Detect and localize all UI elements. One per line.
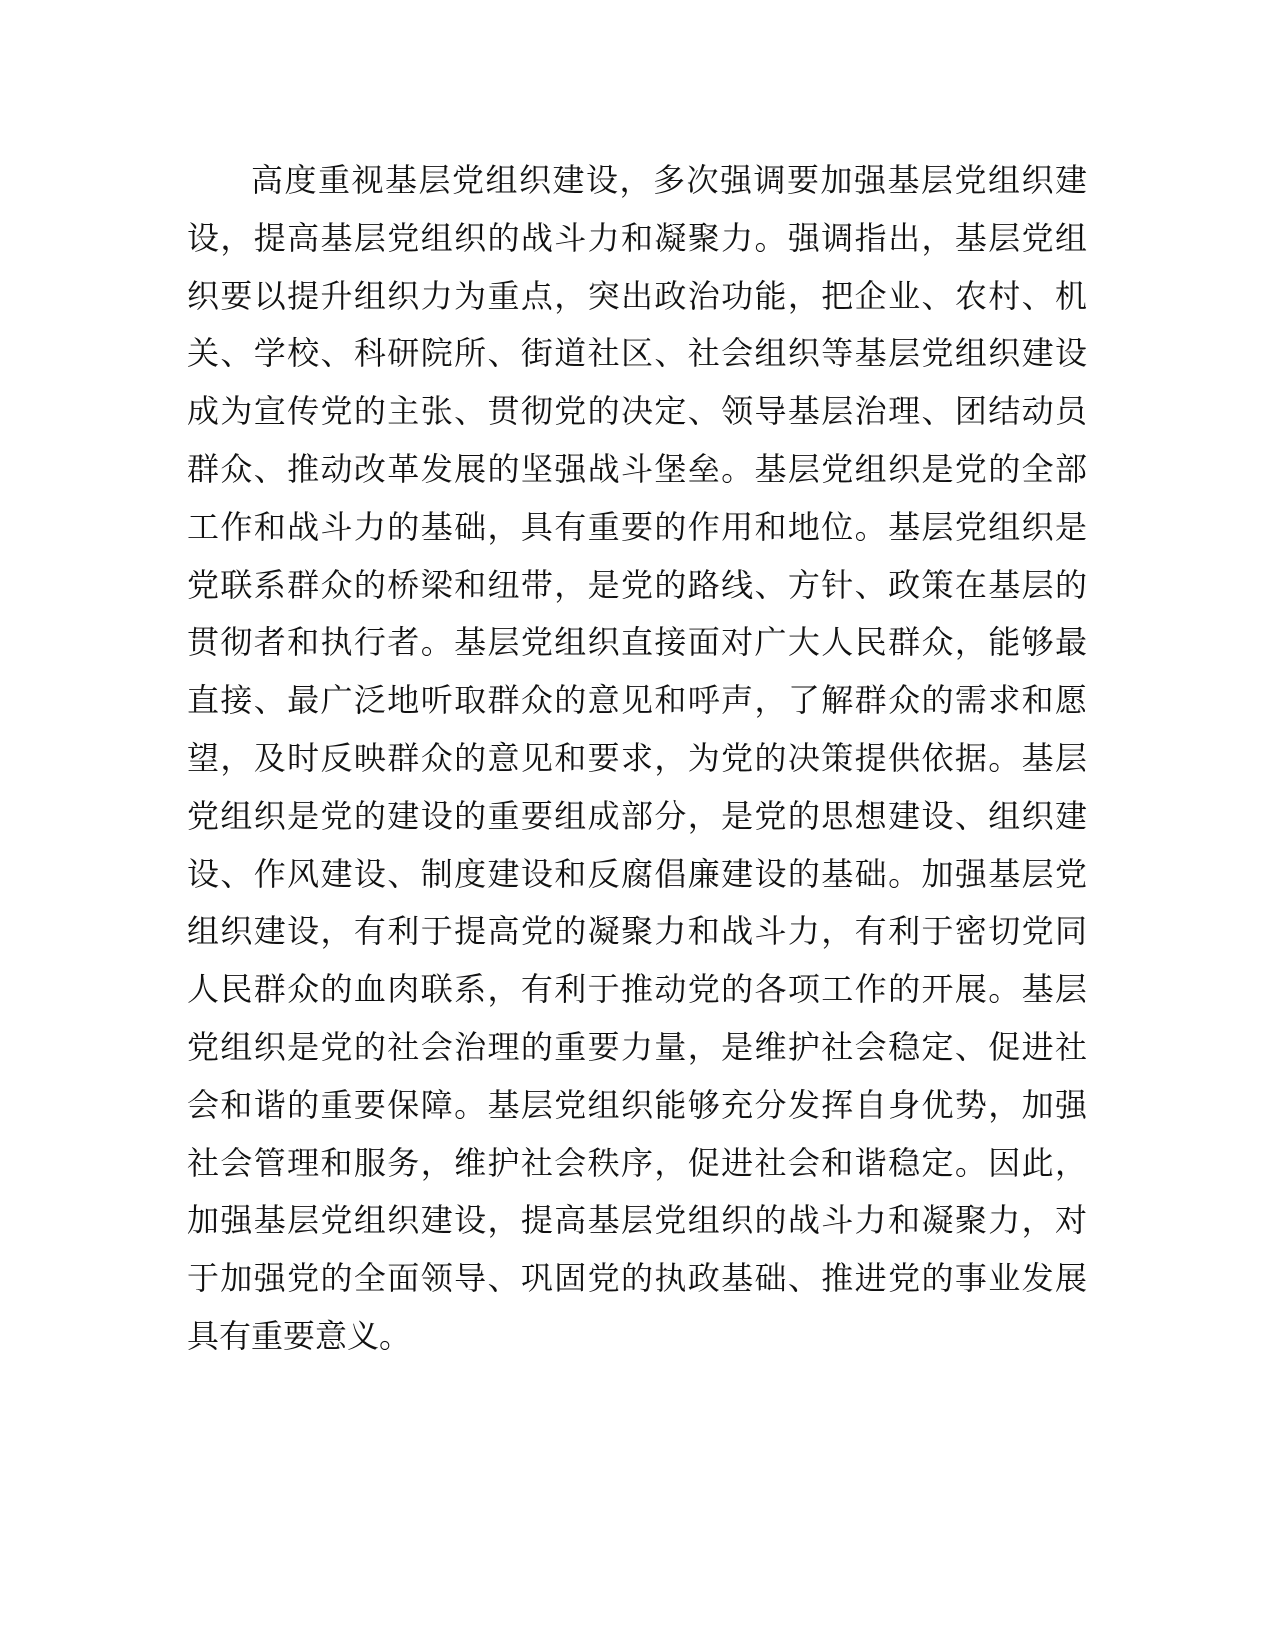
paragraph-line: 加强基层党组织建设，提高基层党组织的战斗力和凝聚力，对	[187, 1201, 1087, 1240]
paragraph-line: 关、学校、科研院所、街道社区、社会组织等基层党组织建设	[187, 334, 1087, 373]
paragraph-line: 设、作风建设、制度建设和反腐倡廉建设的基础。加强基层党	[187, 854, 1087, 893]
paragraph-line: 设，提高基层党组织的战斗力和凝聚力。强调指出，基层党组	[187, 218, 1087, 257]
paragraph-line: 组织建设，有利于提高党的凝聚力和战斗力，有利于密切党同	[187, 912, 1087, 951]
paragraph-line: 贯彻者和执行者。基层党组织直接面对广大人民群众，能够最	[187, 623, 1087, 662]
paragraph-line: 工作和战斗力的基础，具有重要的作用和地位。基层党组织是	[187, 507, 1087, 546]
paragraph-line: 直接、最广泛地听取群众的意见和呼声，了解群众的需求和愿	[187, 681, 1087, 720]
paragraph-line: 会和谐的重要保障。基层党组织能够充分发挥自身优势，加强	[187, 1085, 1087, 1124]
paragraph-line: 于加强党的全面领导、巩固党的执政基础、推进党的事业发展	[187, 1259, 1087, 1298]
paragraph-line: 党联系群众的桥梁和纽带，是党的路线、方针、政策在基层的	[187, 565, 1087, 604]
paragraph-line: 成为宣传党的主张、贯彻党的决定、领导基层治理、团结动员	[187, 392, 1087, 431]
paragraph-line: 社会管理和服务，维护社会秩序，促进社会和谐稳定。因此，	[187, 1143, 1087, 1182]
paragraph-line: 群众、推动改革发展的坚强战斗堡垒。基层党组织是党的全部	[187, 449, 1087, 488]
body-paragraph	[187, 152, 1087, 1366]
paragraph-line: 高度重视基层党组织建设，多次强调要加强基层党组织建	[251, 161, 1087, 199]
paragraph-line: 具有重要意义。	[187, 1316, 412, 1355]
paragraph-line: 党组织是党的社会治理的重要力量，是维护社会稳定、促进社	[187, 1027, 1087, 1066]
paragraph-line: 党组织是党的建设的重要组成部分，是党的思想建设、组织建	[187, 796, 1087, 835]
paragraph-line: 人民群众的血肉联系，有利于推动党的各项工作的开展。基层	[187, 970, 1087, 1009]
paragraph-line: 织要以提升组织力为重点，突出政治功能，把企业、农村、机	[187, 276, 1087, 315]
paragraph-line: 望，及时反映群众的意见和要求，为党的决策提供依据。基层	[187, 738, 1087, 777]
